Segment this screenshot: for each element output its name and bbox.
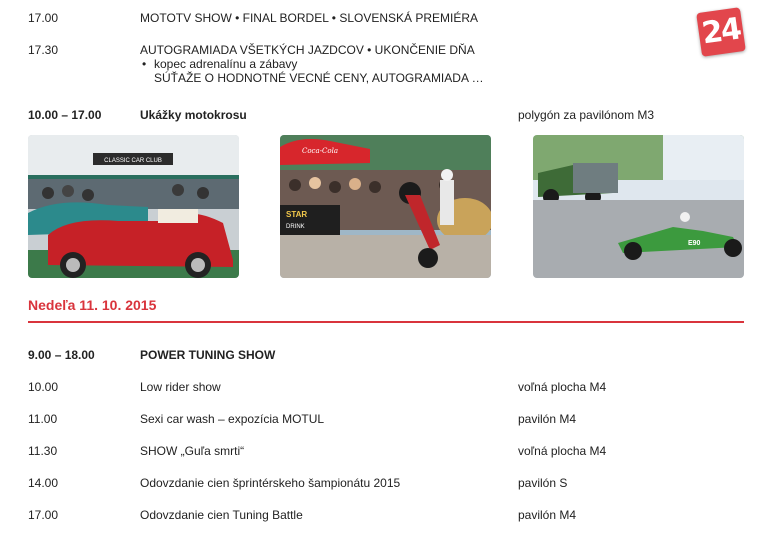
event-location: pavilón S bbox=[518, 476, 568, 490]
event-time: 17.00 bbox=[28, 11, 59, 25]
photo-sign: Coca-Cola bbox=[301, 147, 339, 155]
power-tuning-time: 9.00 – 18.00 bbox=[28, 348, 95, 362]
event-time: 14.00 bbox=[28, 476, 59, 490]
event-location: pavilón M4 bbox=[518, 412, 577, 426]
motocross-title: Ukážky motokrosu bbox=[140, 108, 247, 122]
section-divider bbox=[28, 321, 744, 323]
event-time: 11.00 bbox=[28, 412, 58, 426]
photo-sign: E90 bbox=[688, 240, 701, 247]
event-description: MOTOTV SHOW • FINAL BORDEL • SLOVENSKÁ PREMIÉRA bbox=[140, 11, 479, 25]
event-time: 10.00 bbox=[28, 380, 59, 394]
logo-text: 24 bbox=[699, 11, 743, 52]
event-details bbox=[140, 43, 484, 85]
event-description: Odovzdanie cien šprintérskeho šampionátu 2015 bbox=[140, 476, 401, 490]
photo-motorbike-stunt bbox=[280, 135, 491, 278]
photo-sign: CLASSIC CAR CLUB bbox=[104, 158, 162, 164]
event-sub-bullet-text: kopec adrenalínu a zábavy bbox=[154, 57, 298, 71]
event-sub-line: SÚŤAŽE O HODNOTNÉ VECNÉ CENY, AUTOGRAMIADA … bbox=[154, 71, 484, 85]
event-description: Sexi car wash – expozícia MOTUL bbox=[140, 412, 325, 426]
event-location: pavilón M4 bbox=[518, 508, 577, 522]
event-location: voľná plocha M4 bbox=[518, 380, 607, 394]
event-description: Low rider show bbox=[140, 380, 221, 394]
event-sub-bullet bbox=[140, 57, 484, 71]
photo-sign: STAR bbox=[286, 210, 308, 219]
photo-classic-cars bbox=[28, 135, 239, 278]
event-time: 17.30 bbox=[28, 43, 59, 57]
event-location: voľná plocha M4 bbox=[518, 444, 607, 458]
event-time: 11.30 bbox=[28, 444, 58, 458]
event-time: 17.00 bbox=[28, 508, 59, 522]
bullet-icon: • bbox=[142, 57, 147, 71]
photo-formula-car bbox=[533, 135, 744, 278]
event-description: Odovzdanie cien Tuning Battle bbox=[140, 508, 303, 522]
event-description: AUTOGRAMIADA VŠETKÝCH JAZDCOV • UKONČENIE DŇA bbox=[140, 43, 475, 57]
site-logo bbox=[696, 7, 746, 57]
photo-sign: DRINK bbox=[286, 224, 305, 230]
day-heading: Nedeľa 11. 10. 2015 bbox=[28, 297, 157, 313]
event-description: SHOW „Guľa smrti“ bbox=[140, 444, 245, 458]
motocross-location: polygón za pavilónom M3 bbox=[518, 108, 655, 122]
power-tuning-title: POWER TUNING SHOW bbox=[140, 348, 276, 362]
motocross-time: 10.00 – 17.00 bbox=[28, 108, 102, 122]
